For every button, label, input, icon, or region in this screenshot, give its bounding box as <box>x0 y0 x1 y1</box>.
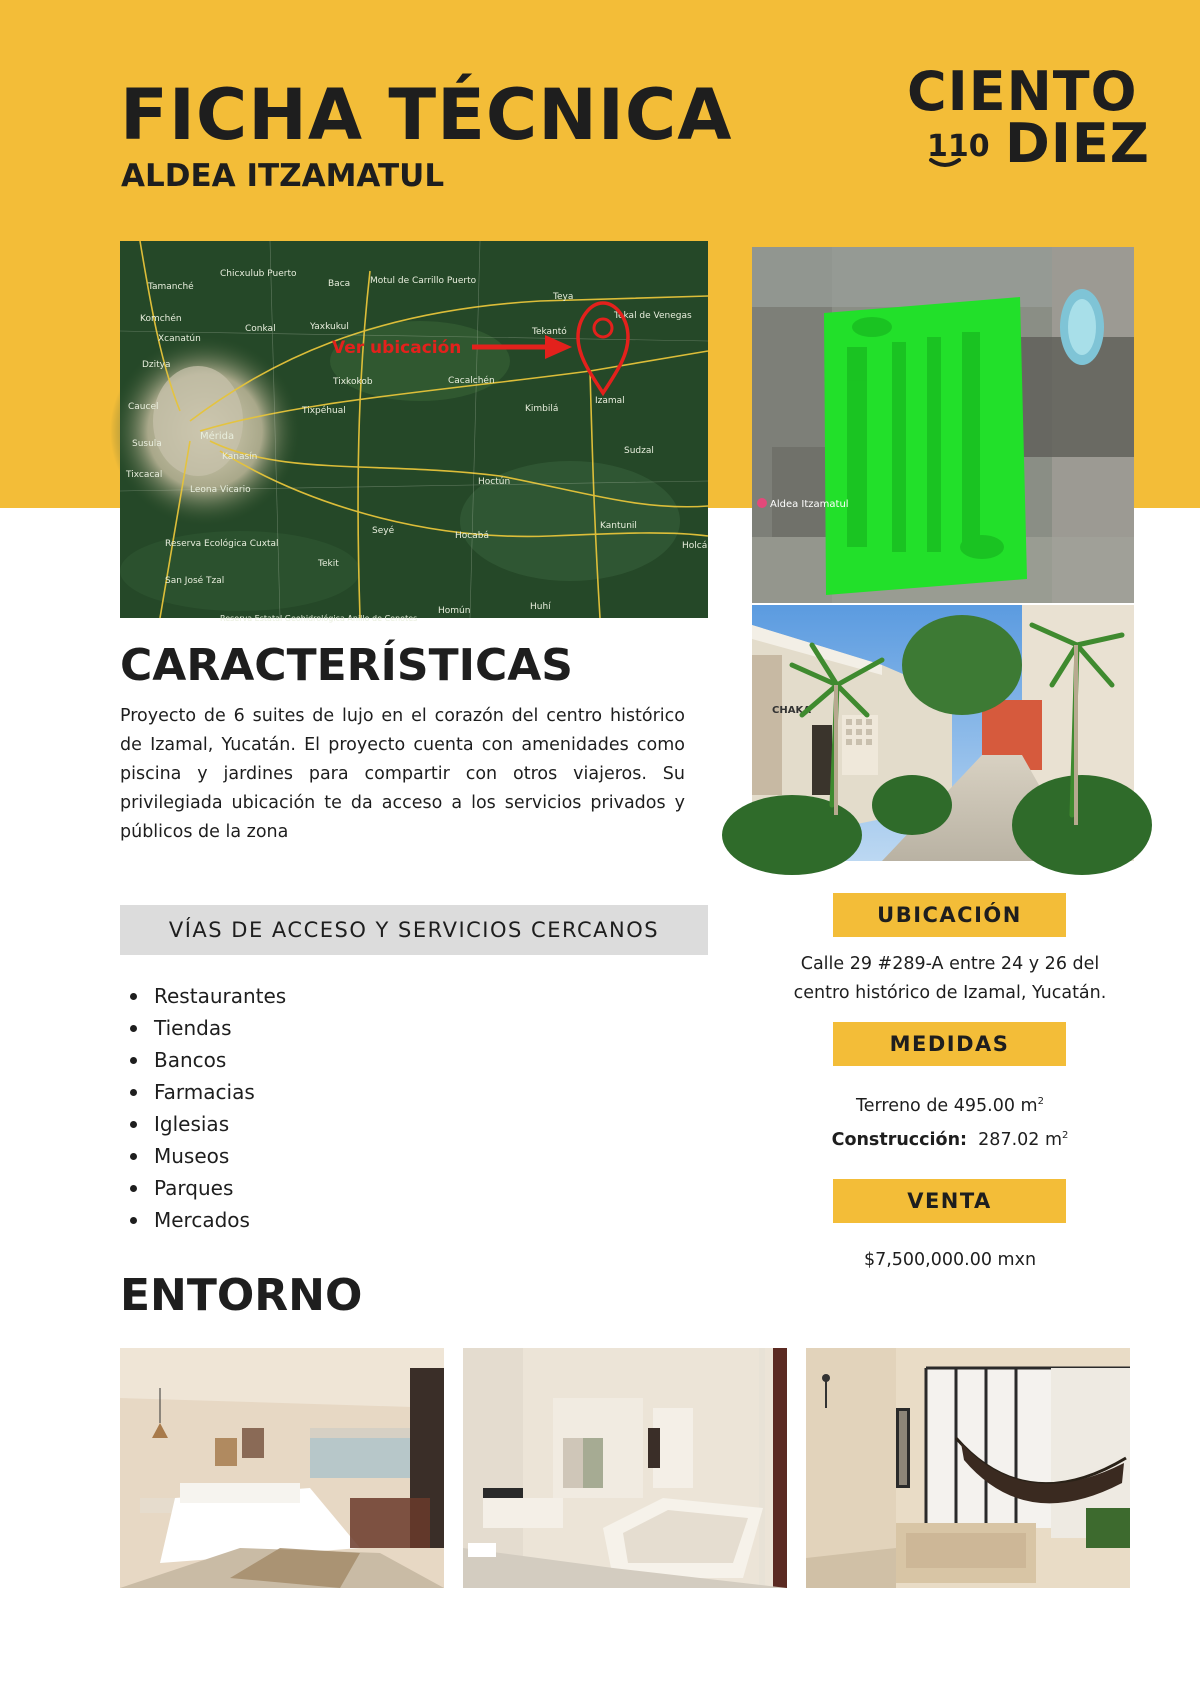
logo-smile-icon <box>927 126 1001 166</box>
ciento-diez-logo <box>905 60 1150 175</box>
medidas-text <box>770 1087 1130 1155</box>
list-item: Tiendas <box>130 1012 286 1044</box>
bullet-icon <box>130 1121 137 1128</box>
bathroom-photo <box>463 1348 787 1588</box>
svg-text:Chicxulub Puerto: Chicxulub Puerto <box>220 269 297 279</box>
medidas-label: MEDIDAS <box>833 1022 1066 1066</box>
svg-text:Reserva Ecológica Cuxtal: Reserva Ecológica Cuxtal <box>165 539 279 549</box>
svg-text:Mérida: Mérida <box>200 431 235 442</box>
list-item: Mercados <box>130 1204 286 1236</box>
map-callout: Ver ubicación <box>332 338 462 358</box>
bullet-icon <box>130 1153 137 1160</box>
svg-text:Xcanatún: Xcanatún <box>158 334 201 344</box>
svg-text:Huhí: Huhí <box>530 602 551 612</box>
ubicacion-text <box>770 950 1130 1008</box>
svg-text:Cacalchén: Cacalchén <box>448 376 495 386</box>
bullet-icon <box>130 1057 137 1064</box>
svg-text:Yaxkukul: Yaxkukul <box>310 322 349 332</box>
caracteristicas-heading: CARACTERÍSTICAS <box>120 640 573 691</box>
svg-text:Leona Vicario: Leona Vicario <box>190 485 251 495</box>
venta-price: $7,500,000.00 mxn <box>863 1250 1037 1270</box>
entorno-heading: ENTORNO <box>120 1270 363 1321</box>
svg-text:Tekit: Tekit <box>318 559 339 569</box>
svg-text:Homún: Homún <box>438 606 471 616</box>
bullet-icon <box>130 1025 137 1032</box>
svg-text:Komchén: Komchén <box>140 314 182 324</box>
svg-text:San José Tzal: San José Tzal <box>165 576 225 586</box>
ubicacion-line-2: centro histórico de Izamal, Yucatán. <box>793 983 1107 1003</box>
svg-text:Sudzal: Sudzal <box>624 446 654 456</box>
bullet-icon <box>130 1217 137 1224</box>
services-list <box>130 980 286 1236</box>
aerial-label: Aldea Itzamatul <box>770 499 849 510</box>
bullet-icon <box>130 993 137 1000</box>
aerial-lot-image <box>752 247 1134 603</box>
logo-number: 110 <box>927 129 990 164</box>
svg-text:Kimbilá: Kimbilá <box>525 404 559 414</box>
suite-sign: CHAKA <box>772 705 811 716</box>
svg-text:Conkal: Conkal <box>245 324 276 334</box>
bedroom-photo <box>120 1348 444 1588</box>
svg-text:Seyé: Seyé <box>372 526 395 536</box>
svg-text:Motul de Carrillo Puerto: Motul de Carrillo Puerto <box>370 276 477 286</box>
venta-label: VENTA <box>833 1179 1066 1223</box>
svg-text:Dzitya: Dzitya <box>142 360 171 370</box>
svg-text:Teya: Teya <box>553 292 574 302</box>
svg-text:Kantunil: Kantunil <box>600 521 637 531</box>
svg-text:Susula: Susula <box>132 439 162 449</box>
list-item: Restaurantes <box>130 980 286 1012</box>
svg-text:Hoctún: Hoctún <box>478 477 511 487</box>
svg-text:Hocabá: Hocabá <box>455 531 489 541</box>
svg-text:Caucel: Caucel <box>128 402 159 412</box>
svg-text:Tekal de Venegas: Tekal de Venegas <box>614 311 692 321</box>
location-map-image <box>120 241 708 623</box>
page-title: FICHA TÉCNICA <box>120 74 733 156</box>
shower-hammock-photo <box>806 1348 1130 1588</box>
suites-garden-photo <box>752 605 1134 861</box>
caracteristicas-text: Proyecto de 6 suites de lujo en el corazón del centro histórico de Izamal, Yucatán. El proyecto cuenta con amenidades como piscina y jardines para compartir con otros viajeros. Su privilegiada ubicación te da acceso a los servicios privados y públicos de la zona <box>120 706 685 842</box>
logo-line-1: CIENTO <box>907 60 1138 123</box>
list-item: Farmacias <box>130 1076 286 1108</box>
list-item: Iglesias <box>130 1108 286 1140</box>
ubicacion-line-1: Calle 29 #289-A entre 24 y 26 del <box>800 954 1100 974</box>
page-subtitle: ALDEA ITZAMATUL <box>121 158 445 194</box>
svg-text:Tamanché: Tamanché <box>148 282 194 292</box>
vias-heading: VÍAS DE ACCESO Y SERVICIOS CERCANOS <box>120 905 708 955</box>
list-item: Bancos <box>130 1044 286 1076</box>
svg-text:Baca: Baca <box>328 279 351 289</box>
svg-text:Tixcacal: Tixcacal <box>126 470 163 480</box>
svg-text:Kanasín: Kanasín <box>222 452 258 462</box>
list-item: Parques <box>130 1172 286 1204</box>
svg-text:Holcá: Holcá <box>682 541 708 551</box>
list-item: Museos <box>130 1140 286 1172</box>
bullet-icon <box>130 1089 137 1096</box>
svg-text:Tixkokob: Tixkokob <box>333 377 373 387</box>
ubicacion-label: UBICACIÓN <box>833 893 1066 937</box>
svg-text:Tixpéhual: Tixpéhual <box>302 406 346 416</box>
logo-line-2: DIEZ <box>1005 112 1150 175</box>
svg-text:Reserva Estatal Geohidrológica: Reserva Estatal Geohidrológica Anillo de Cenotes <box>220 614 418 623</box>
svg-text:Izamal: Izamal <box>595 396 625 406</box>
bullet-icon <box>130 1185 137 1192</box>
svg-text:Tekantó: Tekantó <box>532 327 567 337</box>
construccion-value: Construcción: 287.02 $m^2$ <box>831 1129 1069 1150</box>
terreno-value: Terreno de 495.00 $m^2$ <box>856 1095 1044 1116</box>
